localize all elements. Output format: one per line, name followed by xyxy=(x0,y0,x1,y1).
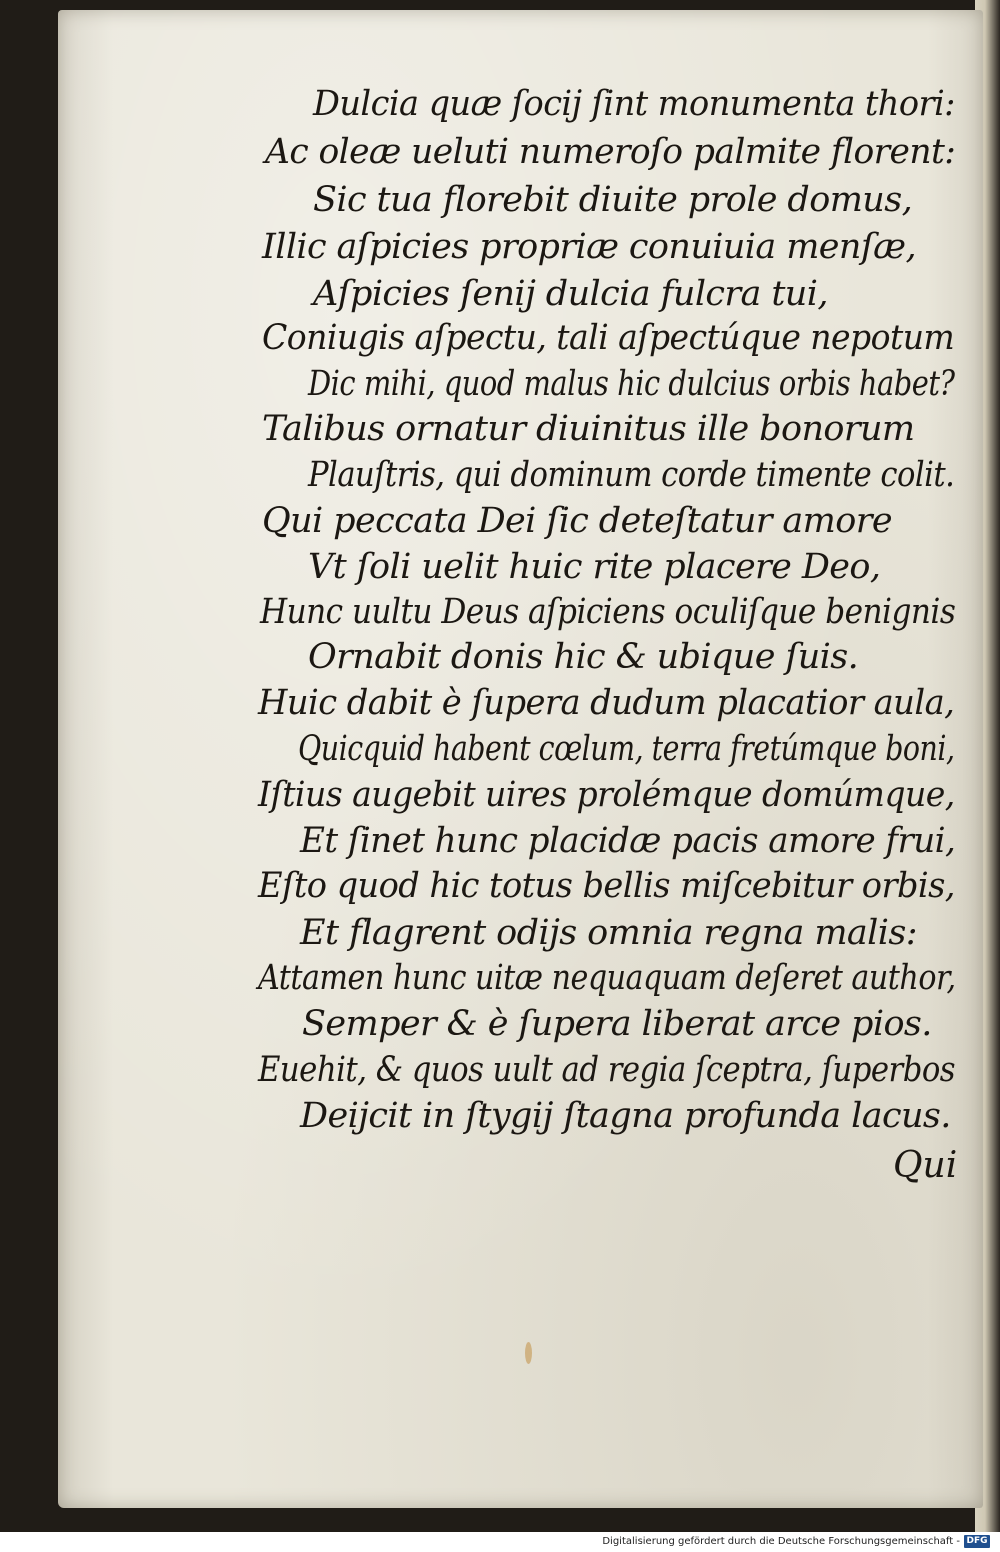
poem-line: Ac oleæ ueluti numeroſo palmite florent: xyxy=(265,132,956,172)
poem-line: Hunc uultu Deus aſpiciens oculiſque benignis xyxy=(260,592,956,632)
poem-line: Quicquid habent cœlum, terra fretúmque boni, xyxy=(298,729,955,769)
poem-line: Qui peccata Dei ſic deteſtatur amore xyxy=(262,501,892,541)
dfg-logo: DFG xyxy=(964,1535,990,1548)
catchword: Qui xyxy=(893,1145,958,1186)
poem-line: Ornabit donis hic & ubique ſuis. xyxy=(308,637,859,677)
poem-line: Talibus ornatur diuinitus ille bonorum xyxy=(262,409,915,449)
poem-line: Euehit, & quos uult ad regia ſceptra, ſuperbos xyxy=(258,1050,956,1090)
poem-line: Et flagrent odijs omnia regna malis: xyxy=(300,913,917,953)
poem-line: Attamen hunc uitæ nequaquam deſeret author, xyxy=(258,958,956,998)
poem-line: Plauſtris, qui dominum corde timente colit. xyxy=(308,455,955,495)
poem-line: Illic aſpicies propriæ conuiuia menſæ, xyxy=(262,227,917,267)
poem-line: Huic dabit è ſupera dudum placatior aula, xyxy=(258,683,955,723)
poem-line: Semper & è ſupera liberat arce pios. xyxy=(302,1004,932,1044)
poem-line: Dulcia quæ ſocij ſint monumenta thori: xyxy=(313,84,955,124)
poem-line: Coniugis aſpectu, tali aſpectúque nepotum xyxy=(262,318,955,358)
poem-line: Deijcit in ſtygij ſtagna profunda lacus. xyxy=(300,1096,951,1136)
poem-line: Iſtius augebit uires prolémque domúmque, xyxy=(258,775,955,815)
poem-line: Vt ſoli uelit huic rite placere Deo, xyxy=(308,547,881,587)
poem-line: Et ſinet hunc placidæ pacis amore frui, xyxy=(300,821,956,861)
funding-credit: Digitalisierung gefördert durch die Deutsche Forschungsgemeinschaft - xyxy=(602,1536,960,1547)
poem-line: Eſto quod hic totus bellis miſcebitur orbis, xyxy=(258,866,955,906)
poem-line: Sic tua florebit diuite prole domus, xyxy=(313,180,913,220)
poem-line: Dic mihi, quod malus hic dulcius orbis habet? xyxy=(308,364,955,404)
poem-line: Aſpicies ſenij dulcia fulcra tui, xyxy=(313,274,828,314)
footer-bar xyxy=(0,1532,1000,1552)
